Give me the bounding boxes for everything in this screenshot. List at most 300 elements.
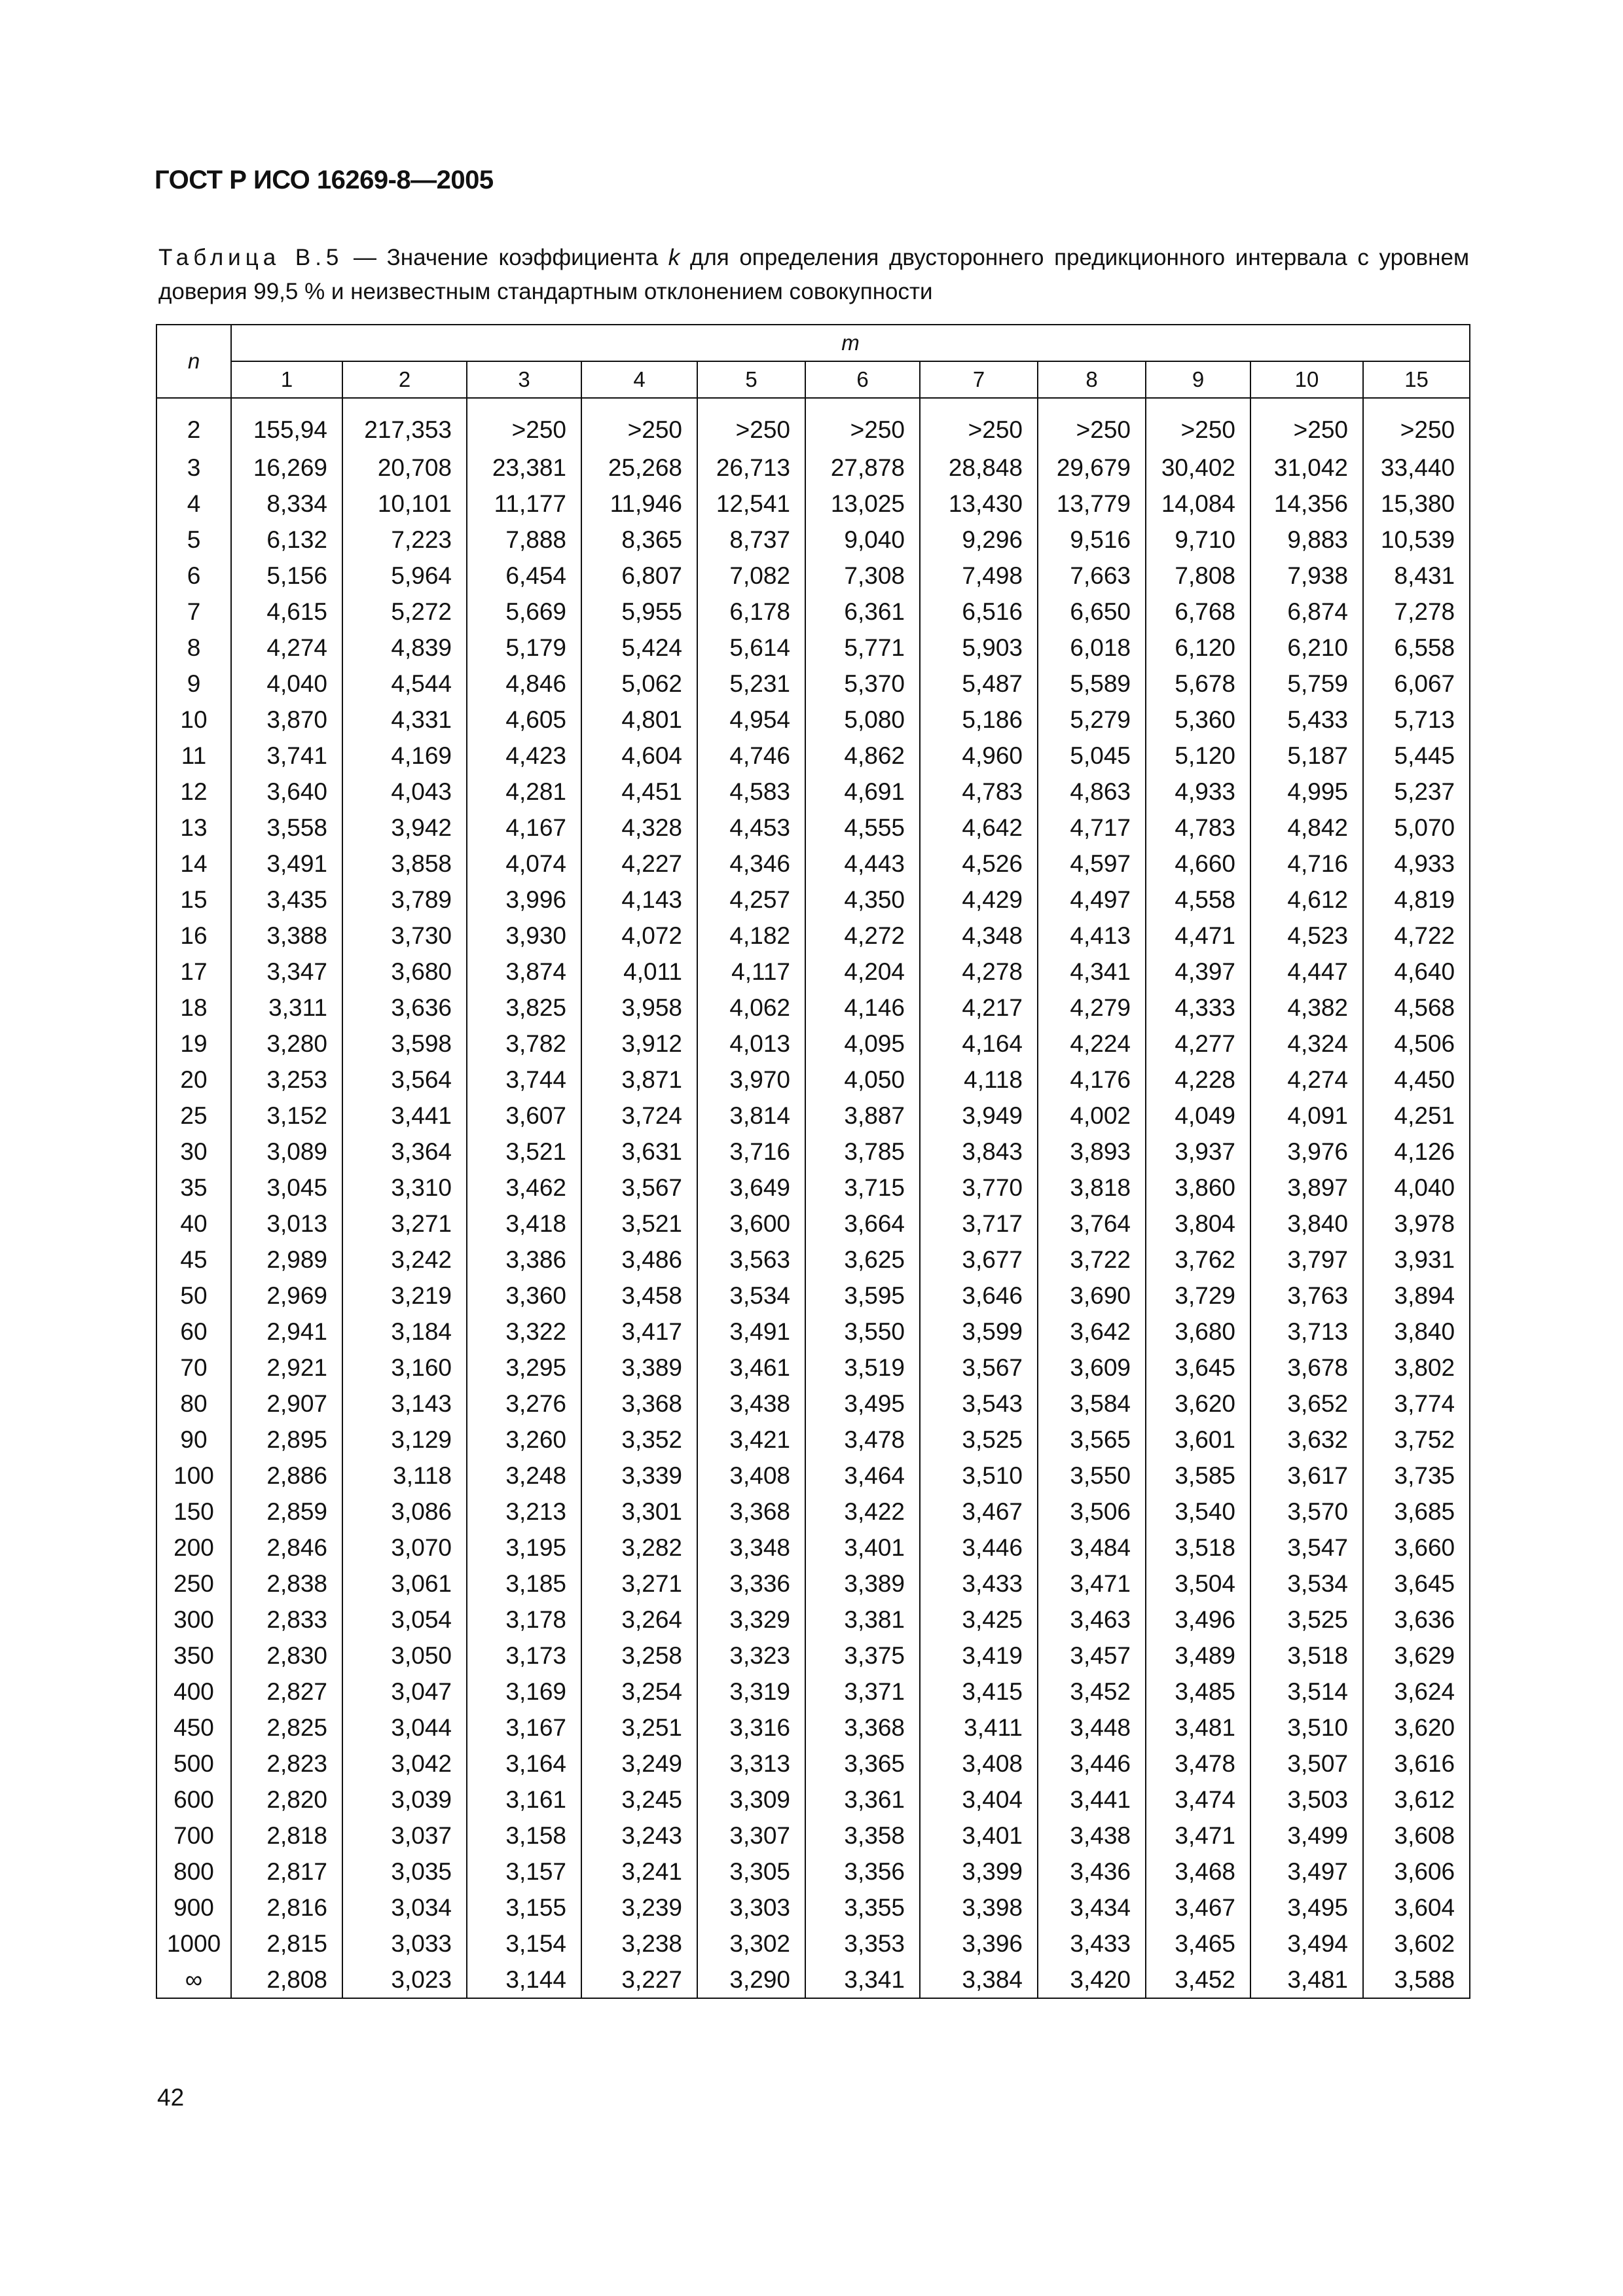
k-value-cell: 4,605 — [467, 702, 581, 738]
k-value-cell: 3,467 — [1146, 1890, 1250, 1926]
k-value-cell: 3,195 — [467, 1530, 581, 1566]
k-value-cell: 3,595 — [805, 1278, 920, 1314]
k-value-cell: 5,424 — [581, 630, 697, 666]
k-value-cell: 3,227 — [581, 1962, 697, 1998]
k-value-cell: 3,874 — [467, 954, 581, 990]
k-value-cell: 3,248 — [467, 1458, 581, 1494]
table-row — [156, 450, 1470, 486]
k-value-cell: 3,713 — [1250, 1314, 1363, 1350]
k-value-cell: 3,609 — [1038, 1350, 1146, 1386]
k-value-cell: 3,355 — [805, 1890, 920, 1926]
k-value-cell: 2,820 — [231, 1782, 342, 1818]
k-value-cell: 4,846 — [467, 666, 581, 702]
k-value-cell: 3,858 — [342, 846, 467, 882]
k-value-cell: 3,494 — [1250, 1926, 1363, 1962]
n-value-cell: 14 — [156, 846, 231, 882]
k-value-cell: 4,506 — [1363, 1026, 1470, 1062]
k-value-cell: 8,737 — [697, 522, 805, 558]
table-row — [156, 1746, 1470, 1782]
k-value-cell: 25,268 — [581, 450, 697, 486]
k-value-cell: 3,636 — [1363, 1602, 1470, 1638]
k-value-cell: 3,434 — [1038, 1890, 1146, 1926]
k-value-cell: 3,389 — [805, 1566, 920, 1602]
table-row — [156, 1458, 1470, 1494]
k-value-cell: 4,013 — [697, 1026, 805, 1062]
k-value-cell: 3,417 — [581, 1314, 697, 1350]
k-value-cell: 5,187 — [1250, 738, 1363, 774]
k-value-cell: 4,146 — [805, 990, 920, 1026]
k-value-cell: 3,322 — [467, 1314, 581, 1350]
k-value-cell: 5,445 — [1363, 738, 1470, 774]
n-value-cell: 17 — [156, 954, 231, 990]
k-value-cell: 9,516 — [1038, 522, 1146, 558]
k-value-cell: 4,746 — [697, 738, 805, 774]
k-value-cell: 3,744 — [467, 1062, 581, 1098]
k-value-cell: 3,368 — [581, 1386, 697, 1422]
k-value-cell: 3,942 — [342, 810, 467, 846]
k-value-cell: 14,356 — [1250, 486, 1363, 522]
k-value-cell: 6,120 — [1146, 630, 1250, 666]
k-value-cell: 3,602 — [1363, 1926, 1470, 1962]
n-value-cell: 2 — [156, 398, 231, 450]
k-value-cell: 3,045 — [231, 1170, 342, 1206]
m-value-header: 5 — [697, 361, 805, 398]
k-value-cell: 3,887 — [805, 1098, 920, 1134]
n-value-cell: 900 — [156, 1890, 231, 1926]
k-value-cell: 4,002 — [1038, 1098, 1146, 1134]
k-value-cell: 3,912 — [581, 1026, 697, 1062]
k-value-cell: 3,173 — [467, 1638, 581, 1674]
n-value-cell: 35 — [156, 1170, 231, 1206]
k-value-cell: 3,398 — [920, 1890, 1038, 1926]
k-value-cell: 3,239 — [581, 1890, 697, 1926]
k-value-cell: 3,245 — [581, 1782, 697, 1818]
k-value-cell: 3,518 — [1250, 1638, 1363, 1674]
table-row — [156, 738, 1470, 774]
k-value-cell: 3,425 — [920, 1602, 1038, 1638]
k-value-cell: 3,070 — [342, 1530, 467, 1566]
k-value-cell: 4,568 — [1363, 990, 1470, 1026]
k-value-cell: 4,544 — [342, 666, 467, 702]
table-row — [156, 882, 1470, 918]
k-value-cell: 3,033 — [342, 1926, 467, 1962]
k-value-cell: 3,446 — [1038, 1746, 1146, 1782]
table-row — [156, 1854, 1470, 1890]
k-value-cell: 3,724 — [581, 1098, 697, 1134]
k-value-cell: 7,808 — [1146, 558, 1250, 594]
k-value-cell: 4,350 — [805, 882, 920, 918]
n-value-cell: 8 — [156, 630, 231, 666]
k-value-cell: 3,361 — [805, 1782, 920, 1818]
k-value-cell: >250 — [920, 398, 1038, 450]
k-value-cell: 5,062 — [581, 666, 697, 702]
k-value-cell: 4,331 — [342, 702, 467, 738]
k-value-cell: 3,550 — [805, 1314, 920, 1350]
k-value-cell: 3,155 — [467, 1890, 581, 1926]
k-value-cell: 3,680 — [342, 954, 467, 990]
k-value-cell: 9,710 — [1146, 522, 1250, 558]
n-value-cell: 16 — [156, 918, 231, 954]
k-value-cell: 4,640 — [1363, 954, 1470, 990]
k-value-cell: >250 — [581, 398, 697, 450]
k-value-cell: 27,878 — [805, 450, 920, 486]
k-value-cell: 3,677 — [920, 1242, 1038, 1278]
k-value-cell: 3,241 — [581, 1854, 697, 1890]
k-value-cell: 4,453 — [697, 810, 805, 846]
k-value-cell: 3,129 — [342, 1422, 467, 1458]
n-value-cell: 150 — [156, 1494, 231, 1530]
m-value-header: 2 — [342, 361, 467, 398]
k-value-cell: 3,358 — [805, 1818, 920, 1854]
table-row — [156, 1386, 1470, 1422]
k-value-cell: 4,169 — [342, 738, 467, 774]
n-value-cell: 25 — [156, 1098, 231, 1134]
k-value-cell: 4,612 — [1250, 882, 1363, 918]
k-value-cell: 3,160 — [342, 1350, 467, 1386]
k-value-cell: 3,313 — [697, 1746, 805, 1782]
n-value-cell: 300 — [156, 1602, 231, 1638]
table-row — [156, 1782, 1470, 1818]
k-value-cell: 217,353 — [342, 398, 467, 450]
k-value-cell: 4,182 — [697, 918, 805, 954]
k-value-cell: 3,567 — [920, 1350, 1038, 1386]
k-value-cell: 3,717 — [920, 1206, 1038, 1242]
k-value-cell: 4,143 — [581, 882, 697, 918]
k-value-cell: 6,558 — [1363, 630, 1470, 666]
k-value-cell: 3,645 — [1146, 1350, 1250, 1386]
m-value-header: 10 — [1250, 361, 1363, 398]
table-row — [156, 1530, 1470, 1566]
n-value-cell: 400 — [156, 1674, 231, 1710]
k-value-cell: 29,679 — [1038, 450, 1146, 486]
k-value-cell: 3,996 — [467, 882, 581, 918]
n-value-cell: 700 — [156, 1818, 231, 1854]
table-row — [156, 558, 1470, 594]
k-value-cell: 3,408 — [920, 1746, 1038, 1782]
k-value-cell: 3,893 — [1038, 1134, 1146, 1170]
k-value-cell: 3,789 — [342, 882, 467, 918]
k-value-cell: 3,154 — [467, 1926, 581, 1962]
table-row — [156, 1170, 1470, 1206]
k-value-cell: 3,534 — [697, 1278, 805, 1314]
k-value-cell: 4,447 — [1250, 954, 1363, 990]
m-value-header: 4 — [581, 361, 697, 398]
k-value-cell: 5,279 — [1038, 702, 1146, 738]
k-value-cell: 6,650 — [1038, 594, 1146, 630]
k-value-cell: 4,783 — [920, 774, 1038, 810]
k-value-cell: 3,814 — [697, 1098, 805, 1134]
k-value-cell: 3,401 — [920, 1818, 1038, 1854]
n-value-cell: 40 — [156, 1206, 231, 1242]
table-row — [156, 1674, 1470, 1710]
k-value-cell: 3,375 — [805, 1638, 920, 1674]
k-value-cell: 5,713 — [1363, 702, 1470, 738]
k-value-cell: 3,525 — [1250, 1602, 1363, 1638]
table-header-row-m-values — [156, 361, 1470, 398]
k-value-cell: 3,547 — [1250, 1530, 1363, 1566]
k-value-cell: 3,600 — [697, 1206, 805, 1242]
m-value-header: 6 — [805, 361, 920, 398]
k-value-cell: 3,144 — [467, 1962, 581, 1998]
k-value-cell: 3,037 — [342, 1818, 467, 1854]
k-value-cell: 3,368 — [697, 1494, 805, 1530]
k-value-cell: 3,468 — [1146, 1854, 1250, 1890]
k-value-cell: 3,785 — [805, 1134, 920, 1170]
k-value-cell: 4,333 — [1146, 990, 1250, 1026]
table-row — [156, 990, 1470, 1026]
k-value-cell: 26,713 — [697, 450, 805, 486]
k-value-cell: 3,089 — [231, 1134, 342, 1170]
k-value-cell: 3,629 — [1363, 1638, 1470, 1674]
table-row — [156, 1602, 1470, 1638]
k-value-cell: 3,013 — [231, 1206, 342, 1242]
k-value-cell: 3,169 — [467, 1674, 581, 1710]
k-value-cell: 3,652 — [1250, 1386, 1363, 1422]
k-value-cell: 5,179 — [467, 630, 581, 666]
k-value-cell: 3,503 — [1250, 1782, 1363, 1818]
k-value-cell: 3,464 — [805, 1458, 920, 1494]
k-value-cell: 4,801 — [581, 702, 697, 738]
k-value-cell: 2,838 — [231, 1566, 342, 1602]
k-value-cell: 3,158 — [467, 1818, 581, 1854]
k-value-cell: 3,352 — [581, 1422, 697, 1458]
k-value-cell: 4,716 — [1250, 846, 1363, 882]
k-value-cell: 3,716 — [697, 1134, 805, 1170]
k-value-cell: 3,411 — [920, 1710, 1038, 1746]
k-value-cell: 3,585 — [1146, 1458, 1250, 1494]
k-value-cell: 3,588 — [1363, 1962, 1470, 1998]
k-value-cell: 11,946 — [581, 486, 697, 522]
k-value-cell: 7,938 — [1250, 558, 1363, 594]
k-value-cell: 3,458 — [581, 1278, 697, 1314]
k-value-cell: 3,316 — [697, 1710, 805, 1746]
k-value-cell: 3,178 — [467, 1602, 581, 1638]
k-value-cell: 3,485 — [1146, 1674, 1250, 1710]
k-value-cell: 3,565 — [1038, 1422, 1146, 1458]
k-value-cell: 3,599 — [920, 1314, 1038, 1350]
k-value-cell: 4,176 — [1038, 1062, 1146, 1098]
document-header: ГОСТ Р ИСО 16269-8—2005 — [155, 166, 494, 194]
k-value-cell: 3,323 — [697, 1638, 805, 1674]
k-value-cell: 3,050 — [342, 1638, 467, 1674]
k-value-cell: 3,418 — [467, 1206, 581, 1242]
k-value-cell: 3,441 — [342, 1098, 467, 1134]
k-value-cell: 3,543 — [920, 1386, 1038, 1422]
n-value-cell: 350 — [156, 1638, 231, 1674]
k-value-cell: 7,888 — [467, 522, 581, 558]
k-value-cell: 3,660 — [1363, 1530, 1470, 1566]
k-value-cell: 3,978 — [1363, 1206, 1470, 1242]
k-value-cell: 3,381 — [805, 1602, 920, 1638]
k-value-cell: 3,550 — [1038, 1458, 1146, 1494]
k-value-cell: 3,465 — [1146, 1926, 1250, 1962]
k-value-cell: 4,328 — [581, 810, 697, 846]
table-caption-text-1: — Значение коэффициента — [343, 245, 668, 270]
n-value-cell: 90 — [156, 1422, 231, 1458]
k-value-cell: 3,419 — [920, 1638, 1038, 1674]
table-row — [156, 1350, 1470, 1386]
k-value-cell: 3,309 — [697, 1782, 805, 1818]
m-value-header: 15 — [1363, 361, 1470, 398]
k-value-cell: 3,510 — [1250, 1710, 1363, 1746]
k-value-cell: 3,567 — [581, 1170, 697, 1206]
k-value-cell: 3,607 — [467, 1098, 581, 1134]
k-value-cell: 3,452 — [1038, 1674, 1146, 1710]
k-value-cell: 3,219 — [342, 1278, 467, 1314]
k-value-cell: 3,438 — [1038, 1818, 1146, 1854]
m-value-header: 3 — [467, 361, 581, 398]
k-value-cell: 3,495 — [1250, 1890, 1363, 1926]
n-value-cell: 13 — [156, 810, 231, 846]
k-value-cell: 4,604 — [581, 738, 697, 774]
k-value-cell: 3,685 — [1363, 1494, 1470, 1530]
k-value-cell: 3,871 — [581, 1062, 697, 1098]
k-value-cell: 2,846 — [231, 1530, 342, 1566]
table-caption-k: k — [668, 245, 680, 270]
k-value-cell: 4,040 — [231, 666, 342, 702]
k-value-cell: 2,833 — [231, 1602, 342, 1638]
k-value-cell: 5,614 — [697, 630, 805, 666]
k-value-cell: 3,271 — [342, 1206, 467, 1242]
k-value-cell: 3,632 — [1250, 1422, 1363, 1458]
m-value-header: 9 — [1146, 361, 1250, 398]
k-value-cell: 2,941 — [231, 1314, 342, 1350]
k-value-cell: 3,295 — [467, 1350, 581, 1386]
k-value-cell: 3,752 — [1363, 1422, 1470, 1458]
k-value-cell: 7,308 — [805, 558, 920, 594]
n-value-cell: 600 — [156, 1782, 231, 1818]
k-value-cell: 9,040 — [805, 522, 920, 558]
k-value-cell: 2,989 — [231, 1242, 342, 1278]
k-value-cell: 3,620 — [1363, 1710, 1470, 1746]
k-value-cell: 3,184 — [342, 1314, 467, 1350]
k-value-cell: 2,827 — [231, 1674, 342, 1710]
m-value-header: 7 — [920, 361, 1038, 398]
k-value-cell: 8,431 — [1363, 558, 1470, 594]
n-value-cell: 70 — [156, 1350, 231, 1386]
k-value-cell: 6,516 — [920, 594, 1038, 630]
k-value-cell: 7,498 — [920, 558, 1038, 594]
k-value-cell: 2,830 — [231, 1638, 342, 1674]
k-value-cell: 14,084 — [1146, 486, 1250, 522]
k-value-cell: 4,717 — [1038, 810, 1146, 846]
k-value-cell: 3,457 — [1038, 1638, 1146, 1674]
k-value-cell: 4,043 — [342, 774, 467, 810]
k-value-cell: 3,860 — [1146, 1170, 1250, 1206]
k-value-cell: 7,278 — [1363, 594, 1470, 630]
k-value-cell: 3,433 — [1038, 1926, 1146, 1962]
n-value-cell: 250 — [156, 1566, 231, 1602]
k-value-cell: 3,797 — [1250, 1242, 1363, 1278]
k-value-cell: 3,258 — [581, 1638, 697, 1674]
k-value-cell: 4,471 — [1146, 918, 1250, 954]
k-value-cell: 3,636 — [342, 990, 467, 1026]
k-value-cell: 3,870 — [231, 702, 342, 738]
k-value-cell: 3,507 — [1250, 1746, 1363, 1782]
k-value-cell: 3,525 — [920, 1422, 1038, 1458]
k-value-cell: 6,132 — [231, 522, 342, 558]
k-value-cell: 3,782 — [467, 1026, 581, 1062]
k-value-cell: 3,558 — [231, 810, 342, 846]
k-value-cell: 3,601 — [1146, 1422, 1250, 1458]
k-value-cell: 3,254 — [581, 1674, 697, 1710]
table-row — [156, 1026, 1470, 1062]
k-value-cell: 6,210 — [1250, 630, 1363, 666]
k-value-cell: 3,242 — [342, 1242, 467, 1278]
n-value-cell: 60 — [156, 1314, 231, 1350]
k-value-cell: 6,018 — [1038, 630, 1146, 666]
k-value-cell: 3,504 — [1146, 1566, 1250, 1602]
k-value-cell: 4,555 — [805, 810, 920, 846]
k-value-cell: 4,995 — [1250, 774, 1363, 810]
k-value-cell: 3,715 — [805, 1170, 920, 1206]
k-value-cell: 4,597 — [1038, 846, 1146, 882]
k-value-cell: 4,839 — [342, 630, 467, 666]
k-value-cell: 6,768 — [1146, 594, 1250, 630]
k-value-cell: 3,042 — [342, 1746, 467, 1782]
k-value-cell: 2,921 — [231, 1350, 342, 1386]
k-value-cell: 4,164 — [920, 1026, 1038, 1062]
k-value-cell: >250 — [1146, 398, 1250, 450]
k-value-cell: 4,583 — [697, 774, 805, 810]
k-value-cell: 3,167 — [467, 1710, 581, 1746]
k-value-cell: 28,848 — [920, 450, 1038, 486]
table-row — [156, 1962, 1470, 1998]
k-value-cell: 5,186 — [920, 702, 1038, 738]
k-value-cell: 3,521 — [581, 1206, 697, 1242]
k-value-cell: 3,388 — [231, 918, 342, 954]
k-value-cell: 3,970 — [697, 1062, 805, 1098]
k-value-cell: 4,691 — [805, 774, 920, 810]
k-value-cell: 3,389 — [581, 1350, 697, 1386]
k-value-cell: 3,238 — [581, 1926, 697, 1962]
k-value-cell: 4,274 — [231, 630, 342, 666]
k-value-cell: 3,307 — [697, 1818, 805, 1854]
n-value-cell: 10 — [156, 702, 231, 738]
k-value-cell: 3,931 — [1363, 1242, 1470, 1278]
table-row — [156, 1890, 1470, 1926]
n-value-cell: 19 — [156, 1026, 231, 1062]
table-row — [156, 666, 1470, 702]
k-value-cell: 3,664 — [805, 1206, 920, 1242]
k-value-cell: 6,874 — [1250, 594, 1363, 630]
k-value-cell: 3,521 — [467, 1134, 581, 1170]
k-value-cell: 5,669 — [467, 594, 581, 630]
k-value-cell: 3,489 — [1146, 1638, 1250, 1674]
k-value-cell: 3,438 — [697, 1386, 805, 1422]
k-value-cell: 3,061 — [342, 1566, 467, 1602]
n-value-cell: 6 — [156, 558, 231, 594]
k-value-cell: 3,519 — [805, 1350, 920, 1386]
k-value-cell: 33,440 — [1363, 450, 1470, 486]
k-value-cell: 3,302 — [697, 1926, 805, 1962]
k-value-cell: 4,863 — [1038, 774, 1146, 810]
k-value-cell: 5,231 — [697, 666, 805, 702]
k-value-cell: 3,436 — [1038, 1854, 1146, 1890]
k-value-cell: 3,034 — [342, 1890, 467, 1926]
k-value-cell: 4,049 — [1146, 1098, 1250, 1134]
k-value-cell: 3,570 — [1250, 1494, 1363, 1530]
k-value-cell: 3,415 — [920, 1674, 1038, 1710]
k-value-cell: 3,481 — [1146, 1710, 1250, 1746]
k-value-cell: 12,541 — [697, 486, 805, 522]
k-value-cell: >250 — [467, 398, 581, 450]
k-value-cell: 4,126 — [1363, 1134, 1470, 1170]
k-value-cell: 15,380 — [1363, 486, 1470, 522]
k-value-cell: 3,420 — [1038, 1962, 1146, 1998]
k-value-cell: 3,448 — [1038, 1710, 1146, 1746]
k-value-cell: 23,381 — [467, 450, 581, 486]
